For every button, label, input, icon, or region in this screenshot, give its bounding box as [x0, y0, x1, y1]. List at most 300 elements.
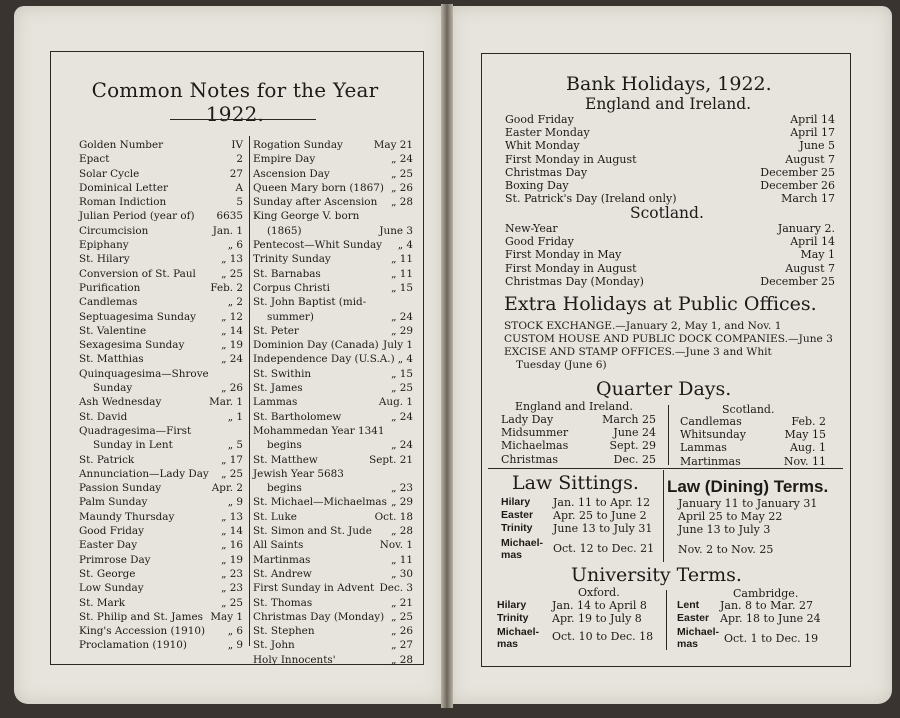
entry-date: A: [235, 181, 243, 194]
entry-name: Good Friday: [505, 235, 574, 249]
entry-date: Dec. 25: [613, 452, 656, 466]
extra-holidays-title: Extra Holidays at Public Offices.: [504, 293, 817, 315]
entry-name: Mohammedan Year 1341: [253, 424, 385, 437]
note-row: [79, 410, 243, 424]
quarter-row: [680, 415, 826, 428]
note-row: [79, 352, 243, 366]
entry-name: St. James: [253, 382, 303, 395]
entry-date: December 25: [760, 165, 835, 179]
entry-date: „ 28: [391, 196, 413, 209]
entry-date: „ 15: [391, 367, 413, 380]
england-ireland-subtitle: England and Ireland.: [585, 95, 752, 113]
entry-date: „ 19: [221, 553, 243, 566]
entry-name: St. Patrick's Day (Ireland only): [505, 192, 677, 206]
cambridge-term-label: Lent: [677, 599, 700, 611]
quarter-divider: [668, 405, 669, 465]
note-row: [253, 610, 413, 624]
entry-name: Maundy Thursday: [79, 510, 175, 523]
entry-date: Aug. 1: [789, 441, 826, 455]
notes-column-2: [253, 138, 413, 667]
holiday-row: [505, 248, 835, 261]
note-row: [253, 395, 413, 409]
note-row: [79, 209, 243, 223]
entry-date: „ 9: [227, 496, 243, 509]
note-row: [79, 338, 243, 352]
note-row: [79, 510, 243, 524]
entry-date: „ 6: [227, 239, 243, 252]
quarter-row: [501, 426, 656, 439]
quarter-row: [680, 441, 826, 454]
entry-date: „ 26: [391, 625, 413, 638]
entry-name: Empire Day: [253, 153, 316, 166]
entry-date: May 1: [210, 610, 243, 623]
entry-name: First Monday in May: [505, 248, 622, 262]
entry-name: Michaelmas: [501, 439, 569, 453]
entry-name: Quinquagesima—Shrove: [79, 367, 209, 380]
entry-name: Septuagesima Sunday: [79, 310, 197, 323]
note-row: [253, 295, 413, 309]
entry-name: (1865): [267, 224, 302, 237]
entry-name: Purification: [79, 281, 141, 294]
entry-date: Nov. 11: [783, 454, 826, 468]
entry-date: „ 17: [221, 453, 243, 466]
note-row: [79, 524, 243, 538]
note-row: [79, 367, 243, 381]
entry-name: Roman Indiction: [79, 196, 167, 209]
holiday-row: [505, 166, 835, 179]
quarter-row: [501, 439, 656, 452]
law-dining-dates: Nov. 2 to Nov. 25: [678, 543, 774, 556]
entry-date: May 15: [784, 428, 826, 442]
note-row: [253, 252, 413, 266]
entry-date: Jan. 1: [212, 224, 243, 237]
entry-name: Sexagesima Sunday: [79, 339, 185, 352]
entry-date: „ 21: [391, 596, 413, 609]
entry-date: „ 29: [391, 324, 413, 337]
holiday-row: [505, 139, 835, 152]
entry-date: August 7: [785, 261, 835, 275]
entry-name: Easter Monday: [505, 126, 590, 140]
law-dining-dates: January 11 to January 31: [678, 497, 818, 510]
common-notes-title: Common Notes for the Year 1922.: [91, 78, 379, 126]
law-term-label: Michael-mas: [501, 537, 544, 561]
entry-name: St. Mark: [79, 596, 125, 609]
entry-date: „ 30: [391, 567, 413, 580]
entry-name: Martinmas: [680, 454, 741, 468]
entry-name: St. Barnabas: [253, 267, 321, 280]
oxford-term-label: Hilary: [497, 599, 527, 611]
scotland-subtitle: Scotland.: [630, 204, 704, 222]
entry-name: Whitsunday: [680, 428, 746, 442]
entry-name: St. Matthew: [253, 453, 318, 466]
note-row: [253, 653, 413, 667]
entry-name: Lammas: [680, 441, 727, 455]
note-row: [79, 381, 243, 395]
scotland-holidays-list: [505, 222, 835, 288]
entry-name: Conversion of St. Paul: [79, 267, 196, 280]
entry-date: „ 25: [391, 610, 413, 623]
entry-date: „ 4: [397, 239, 413, 252]
bank-holidays-title: Bank Holidays, 1922.: [566, 73, 772, 95]
entry-date: „ 15: [391, 281, 413, 294]
entry-name: Dominical Letter: [79, 181, 168, 194]
holiday-row: [505, 275, 835, 288]
entry-name: St. Hilary: [79, 253, 130, 266]
entry-date: „ 11: [391, 253, 413, 266]
holiday-row: [505, 113, 835, 126]
law-term-label: Hilary: [501, 496, 531, 508]
entry-date: „ 12: [221, 310, 243, 323]
law-divider: [663, 470, 664, 562]
cambridge-term-label: Michael-mas: [677, 626, 720, 650]
entry-name: Easter Day: [79, 539, 138, 552]
entry-date: March 25: [602, 413, 656, 426]
entry-name: Low Sunday: [79, 582, 144, 595]
entry-date: May 1: [800, 248, 835, 262]
law-dining-dates: April 25 to May 22: [678, 510, 783, 523]
entry-name: Sunday: [93, 382, 133, 395]
quarter-row: [680, 455, 826, 468]
entry-name: King's Accession (1910): [79, 625, 206, 638]
holiday-row: [505, 126, 835, 139]
entry-date: Oct. 18: [374, 510, 413, 523]
note-row: [253, 367, 413, 381]
extra-line-1: STOCK EXCHANGE.—January 2, May 1, and Nov. 1: [504, 320, 782, 332]
law-sitting-dates: Jan. 11 to Apr. 12: [553, 496, 651, 509]
oxford-term-label: Michael-mas: [497, 626, 540, 650]
law-sitting-dates: Oct. 12 to Dec. 21: [553, 542, 655, 555]
law-term-label: Trinity: [501, 522, 533, 534]
note-row: [253, 553, 413, 567]
law-term-label: Easter: [501, 509, 534, 521]
entry-name: New-Year: [505, 222, 558, 235]
note-row: [253, 281, 413, 295]
entry-name: Christmas Day (Monday): [253, 610, 385, 623]
entry-name: Solar Cycle: [79, 167, 140, 180]
note-row: [253, 238, 413, 252]
entry-name: Christmas Day (Monday): [505, 274, 644, 288]
entry-date: „ 24: [391, 153, 413, 166]
note-row: [253, 381, 413, 395]
entry-date: „ 25: [391, 382, 413, 395]
entry-date: „ 19: [221, 339, 243, 352]
entry-date: June 24: [613, 426, 656, 440]
quarter-days-title: Quarter Days.: [596, 378, 732, 400]
entry-date: „ 24: [391, 439, 413, 452]
entry-name: Candlemas: [79, 296, 138, 309]
quarter-row: [501, 413, 656, 426]
entry-name: St. Thomas: [253, 596, 313, 609]
entry-name: Annunciation—Lady Day: [79, 467, 209, 480]
entry-name: Quadragesima—First: [79, 424, 192, 437]
entry-date: May 21: [373, 139, 413, 151]
entry-date: „ 25: [221, 596, 243, 609]
note-row: [79, 553, 243, 567]
entry-name: Martinmas: [253, 553, 311, 566]
quarter-england-list: [501, 413, 656, 466]
entry-name: Ascension Day: [253, 167, 330, 180]
entry-date: „ 25: [221, 267, 243, 280]
note-row: [79, 481, 243, 495]
university-terms-title: University Terms.: [571, 564, 742, 586]
entry-date: „ 28: [391, 525, 413, 538]
note-row: [79, 138, 243, 152]
entry-name: Dominion Day (Canada): [253, 339, 379, 352]
entry-name: Palm Sunday: [79, 496, 148, 509]
oxford-term-label: Trinity: [497, 612, 529, 624]
entry-date: April 17: [790, 126, 835, 140]
note-row: [79, 610, 243, 624]
note-row: [253, 167, 413, 181]
entry-name: St. John Baptist (mid-: [253, 296, 367, 309]
note-row: [253, 138, 413, 152]
entry-date: Feb. 2: [210, 281, 243, 294]
note-row: [79, 167, 243, 181]
entry-date: „ 5: [227, 439, 243, 452]
entry-date: June 3: [379, 224, 413, 237]
entry-date: „ 16: [221, 539, 243, 552]
book-gutter: [441, 4, 453, 708]
title-rule: [170, 119, 316, 120]
entry-date: „ 1: [227, 410, 243, 423]
entry-date: „ 23: [221, 567, 243, 580]
note-row: [253, 424, 413, 438]
oxford-term-dates: Jan. 14 to April 8: [552, 599, 647, 612]
note-row: [253, 596, 413, 610]
entry-date: June 5: [799, 139, 835, 153]
note-row: [79, 281, 243, 295]
oxford-term-dates: Apr. 19 to July 8: [552, 612, 642, 625]
law-sitting-dates: June 13 to July 31: [553, 522, 653, 535]
law-sitting-dates: Apr. 25 to June 2: [553, 509, 647, 522]
entry-date: 6635: [216, 210, 243, 223]
note-row: [79, 295, 243, 309]
note-row: [253, 224, 413, 238]
note-row: [79, 395, 243, 409]
note-row: [79, 310, 243, 324]
note-row: [253, 481, 413, 495]
entry-date: Mar. 1: [209, 396, 243, 409]
note-row: [253, 510, 413, 524]
note-row: [79, 624, 243, 638]
entry-name: St. Simon and St. Jude: [253, 525, 372, 538]
entry-date: April 14: [790, 235, 835, 249]
entry-date: „ 14: [221, 324, 243, 337]
entry-name: St. George: [79, 567, 136, 580]
entry-name: Epiphany: [79, 239, 129, 252]
entry-name: Circumcision: [79, 224, 149, 237]
entry-date: „ 26: [221, 382, 243, 395]
note-row: [253, 438, 413, 452]
entry-name: Pentecost—Whit Sunday: [253, 239, 383, 252]
holiday-row: [505, 222, 835, 235]
entry-name: St. Andrew: [253, 567, 312, 580]
entry-name: Epact: [79, 153, 110, 166]
law-dining-dates: June 13 to July 3: [678, 523, 771, 536]
note-row: [253, 453, 413, 467]
entry-name: Primrose Day: [79, 553, 151, 566]
note-row: [253, 195, 413, 209]
column-divider: [249, 136, 250, 646]
cambridge-term-dates: Apr. 18 to June 24: [720, 612, 821, 625]
note-row: [253, 495, 413, 509]
note-row: [253, 338, 413, 352]
note-row: [79, 438, 243, 452]
note-row: [79, 324, 243, 338]
note-row: [79, 252, 243, 266]
university-divider: [666, 590, 667, 650]
entry-name: summer): [267, 310, 314, 323]
holiday-row: [505, 179, 835, 192]
entry-date: December 26: [760, 179, 835, 193]
cambridge-term-dates: Oct. 1 to Dec. 19: [724, 632, 819, 645]
note-row: [253, 467, 413, 481]
notes-column-1: [79, 138, 243, 653]
entry-date: „ 24: [221, 353, 243, 366]
note-row: [253, 624, 413, 638]
entry-name: First Monday in August: [505, 261, 637, 275]
entry-name: begins: [267, 482, 302, 495]
note-row: [253, 581, 413, 595]
quarter-row: [501, 453, 656, 466]
entry-date: „ 27: [391, 639, 413, 652]
extra-line-4: Tuesday (June 6): [516, 359, 607, 371]
entry-date: „ 6: [227, 625, 243, 638]
entry-name: Trinity Sunday: [253, 253, 331, 266]
entry-name: Sunday after Ascension: [253, 196, 378, 209]
note-row: [253, 310, 413, 324]
entry-name: Good Friday: [79, 525, 144, 538]
entry-date: „ 24: [391, 410, 413, 423]
entry-name: Midsummer: [501, 426, 569, 440]
holiday-row: [505, 235, 835, 248]
entry-name: begins: [267, 439, 302, 452]
entry-name: Lady Day: [501, 413, 554, 426]
entry-name: Passion Sunday: [79, 482, 162, 495]
note-row: [79, 195, 243, 209]
entry-date: IV: [231, 139, 243, 151]
entry-name: St. John: [253, 639, 295, 652]
entry-name: Christmas Day: [505, 165, 588, 179]
note-row: [253, 638, 413, 652]
entry-date: „ 14: [221, 525, 243, 538]
entry-name: St. David: [79, 410, 128, 423]
holiday-row: [505, 262, 835, 275]
cambridge-term-dates: Jan. 8 to Mar. 27: [720, 599, 813, 612]
entry-date: „ 29: [391, 496, 413, 509]
note-row: [253, 410, 413, 424]
entry-name: Proclamation (1910): [79, 639, 187, 652]
note-row: [79, 181, 243, 195]
entry-name: St. Peter: [253, 324, 299, 337]
entry-date: August 7: [785, 152, 835, 166]
entry-name: St. Philip and St. James: [79, 610, 203, 623]
entry-date: „ 13: [221, 510, 243, 523]
quarter-england-subtitle: England and Ireland.: [515, 400, 633, 413]
note-row: [253, 352, 413, 366]
england-holidays-list: [505, 113, 835, 205]
law-dining-title: Law (Dining) Terms.: [667, 477, 829, 496]
entry-date: „ 11: [391, 267, 413, 280]
note-row: [79, 267, 243, 281]
entry-name: St. Stephen: [253, 625, 315, 638]
entry-date: January 2.: [777, 222, 835, 235]
entry-date: March 17: [781, 192, 835, 206]
note-row: [253, 324, 413, 338]
entry-date: „ 2: [227, 296, 243, 309]
entry-date: „ 23: [391, 482, 413, 495]
entry-date: „ 24: [391, 310, 413, 323]
entry-date: „ 11: [391, 553, 413, 566]
holiday-row: [505, 153, 835, 166]
note-row: [253, 567, 413, 581]
entry-name: Whit Monday: [505, 139, 580, 153]
entry-date: „ 25: [391, 167, 413, 180]
law-sittings-title: Law Sittings.: [512, 472, 639, 494]
entry-name: St. Patrick: [79, 453, 135, 466]
entry-name: Independence Day (U.S.A.): [253, 353, 395, 366]
entry-name: Corpus Christi: [253, 281, 330, 294]
entry-name: Lammas: [253, 396, 298, 409]
entry-date: July 1: [383, 339, 413, 352]
entry-name: St. Bartholomew: [253, 410, 342, 423]
entry-date: December 25: [760, 274, 835, 288]
entry-name: St. Luke: [253, 510, 297, 523]
note-row: [79, 596, 243, 610]
entry-name: Christmas: [501, 452, 558, 466]
entry-name: St. Matthias: [79, 353, 144, 366]
law-top-rule: [488, 468, 843, 469]
note-row: [253, 209, 413, 223]
entry-name: First Monday in August: [505, 152, 637, 166]
entry-date: „ 13: [221, 253, 243, 266]
entry-name: Candlemas: [680, 415, 742, 428]
entry-name: St. Valentine: [79, 324, 147, 337]
quarter-scotland-subtitle: Scotland.: [722, 403, 775, 416]
entry-date: „ 26: [391, 181, 413, 194]
note-row: [79, 238, 243, 252]
entry-date: Feb. 2: [791, 415, 826, 428]
note-row: [253, 538, 413, 552]
entry-date: Aug. 1: [378, 396, 413, 409]
entry-date: 5: [236, 196, 243, 209]
entry-date: 2: [236, 153, 243, 166]
note-row: [79, 424, 243, 438]
entry-name: Rogation Sunday: [253, 139, 343, 151]
note-row: [79, 581, 243, 595]
cambridge-term-label: Easter: [677, 612, 710, 624]
entry-date: 27: [229, 167, 243, 180]
entry-name: King George V. born: [253, 210, 360, 223]
entry-name: Ash Wednesday: [79, 396, 162, 409]
note-row: [79, 467, 243, 481]
entry-date: Sept. 29: [609, 439, 656, 453]
entry-date: „ 25: [221, 467, 243, 480]
entry-name: Jewish Year 5683: [253, 467, 344, 480]
entry-name: Sunday in Lent: [93, 439, 173, 452]
entry-date: Dec. 3: [379, 582, 413, 595]
extra-line-3: EXCISE AND STAMP OFFICES.—June 3 and Whit: [504, 346, 772, 358]
entry-name: Boxing Day: [505, 179, 569, 193]
cambridge-subtitle: Cambridge.: [733, 587, 799, 600]
entry-name: Holy Innocents': [253, 653, 336, 666]
note-row: [79, 638, 243, 652]
note-row: [79, 495, 243, 509]
entry-name: St. Swithin: [253, 367, 312, 380]
entry-date: „ 4: [397, 353, 413, 366]
entry-name: Golden Number: [79, 139, 164, 151]
entry-date: „ 23: [221, 582, 243, 595]
